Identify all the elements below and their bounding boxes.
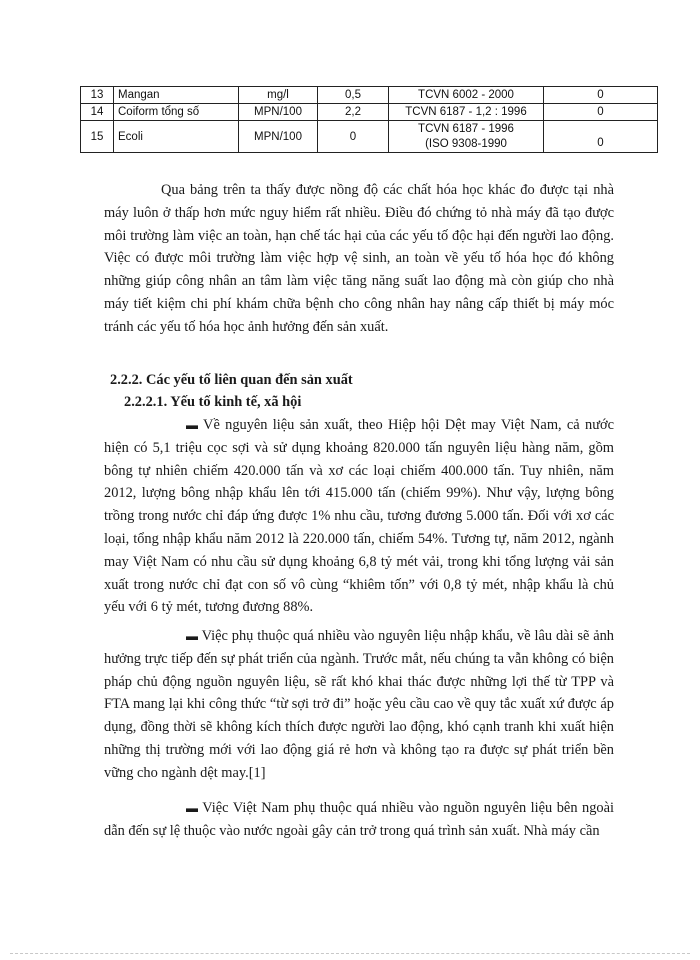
bullet-paragraph xyxy=(104,414,614,619)
page-bottom-divider xyxy=(10,953,690,954)
row-number: 14 xyxy=(81,104,114,121)
measured-value: 0 xyxy=(318,121,389,153)
standard: TCVN 6187 - 1,2 : 1996 xyxy=(389,104,544,121)
table-row xyxy=(81,121,658,153)
parameter-name: Mangan xyxy=(114,87,239,104)
result xyxy=(544,121,658,153)
standard-line: TCVN 6187 - 1996 xyxy=(418,122,514,135)
chemical-measurement-table xyxy=(80,86,658,153)
parameter-name: Coiform tổng số xyxy=(114,104,239,121)
bullet-content: Việc phụ thuộc quá nhiều vào nguyên liệu nhập khẩu, về lâu dài sẽ ảnh hưởng trực tiếp đến sự phát triển của ngành. Trước mắt, nếu chúng ta vẫn không có biện pháp chủ động nguồn nguyên liệu, sẽ rất khó khai thác được những lợi thế từ TPP và FTA mang lại khi công thức “từ sợi trở đi” hoặc yêu cầu cao về quy tắc xuất xứ được áp dụng, đồng thời sẽ không kích thích được người lao động, khó cạnh tranh khi xuất hiện những thị trường mới với lao động giá rẻ hơn và không tạo ra được sự phát triển bền vững cho ngành dệt may.[1] xyxy=(104,628,615,781)
subsection-heading: 2.2.2.1. Yếu tố kinh tế, xã hội xyxy=(124,394,302,410)
row-number: 15 xyxy=(81,121,114,153)
bullet-text xyxy=(104,625,614,785)
bullet-content: Về nguyên liệu sản xuất, theo Hiệp hội Dệt may Việt Nam, cả nước hiện có 5,1 triệu cọc sợi và sử dụng khoảng 820.000 tấn nguyên liệu hàng năm, gồm bông tự nhiên chiếm 420.000 tấn và xơ các loại chiếm 400.000 tấn. Tuy nhiên, năm 2012, lượng bông nhập khẩu lên tới 415.000 tấn (chiếm 99%). Như vậy, lượng bông trồng trong nước chỉ đáp ứng được 1% nhu cầu, tương đương 5.000 tấn. Đối với xơ các loại, tổng nhập khẩu năm 2012 là 220.000 tấn, chiếm 54%. Tương tự, năm 2012, ngành may Việt Nam có nhu cầu sử dụng khoảng 6,8 tỷ mét vải, trong khi tổng lượng vải sản xuất trong nước chỉ đạt con số vô cùng “khiêm tốn” với 0,8 tỷ mét, nhập khẩu là chủ yếu với 6 tỷ mét, tương đương 88%. xyxy=(104,417,614,616)
result-value: 0 xyxy=(597,136,604,149)
intro-paragraph xyxy=(104,179,614,339)
table-row xyxy=(81,87,658,104)
bullet-text xyxy=(104,797,614,843)
row-number: 13 xyxy=(81,87,114,104)
standard xyxy=(389,121,544,153)
table-row xyxy=(81,104,658,121)
bullet-content: Việc Việt Nam phụ thuộc quá nhiều vào nguồn nguyên liệu bên ngoài dẫn đến sự lệ thuộc vào nước ngoài gây cản trở trong quá trình sản xuất. Nhà máy cần xyxy=(104,800,614,839)
section-heading: 2.2.2. Các yếu tố liên quan đến sản xuất xyxy=(110,372,353,388)
standard-line: (ISO 9308-1990 xyxy=(425,137,507,150)
paragraph-text: Qua bảng trên ta thấy được nồng độ các chất hóa học khác đo được tại nhà máy luôn ở thấp hơn mức nguy hiểm rất nhiều. Điều đó chứng tỏ nhà máy đã tạo được môi trường làm việc an toàn, hạn chế tác hại của các yếu tố độc hại đến người lao động. Việc có được môi trường làm việc hợp vệ sinh, an toàn về yếu tố hóa học đó không những giúp công nhân an tâm làm việc tăng năng suất lao động mà còn giúp cho nhà máy tiết kiệm chi phí khám chữa bệnh cho công nhân hay nâng cấp thiết bị máy móc tránh các yếu tố hóa học ảnh hưởng đến sản xuất. xyxy=(104,182,614,335)
bullet-paragraph xyxy=(104,625,614,785)
bullet-text xyxy=(104,414,614,619)
dash-bullet-icon: ▬ xyxy=(186,801,198,815)
result: 0 xyxy=(544,104,658,121)
unit: MPN/100 xyxy=(239,104,318,121)
result: 0 xyxy=(544,87,658,104)
unit: mg/l xyxy=(239,87,318,104)
measured-value: 0,5 xyxy=(318,87,389,104)
measured-value: 2,2 xyxy=(318,104,389,121)
dash-bullet-icon: ▬ xyxy=(186,418,198,432)
dash-bullet-icon: ▬ xyxy=(186,629,198,643)
unit: MPN/100 xyxy=(239,121,318,153)
parameter-name: Ecoli xyxy=(114,121,239,153)
bullet-paragraph xyxy=(104,797,614,843)
standard: TCVN 6002 - 2000 xyxy=(389,87,544,104)
